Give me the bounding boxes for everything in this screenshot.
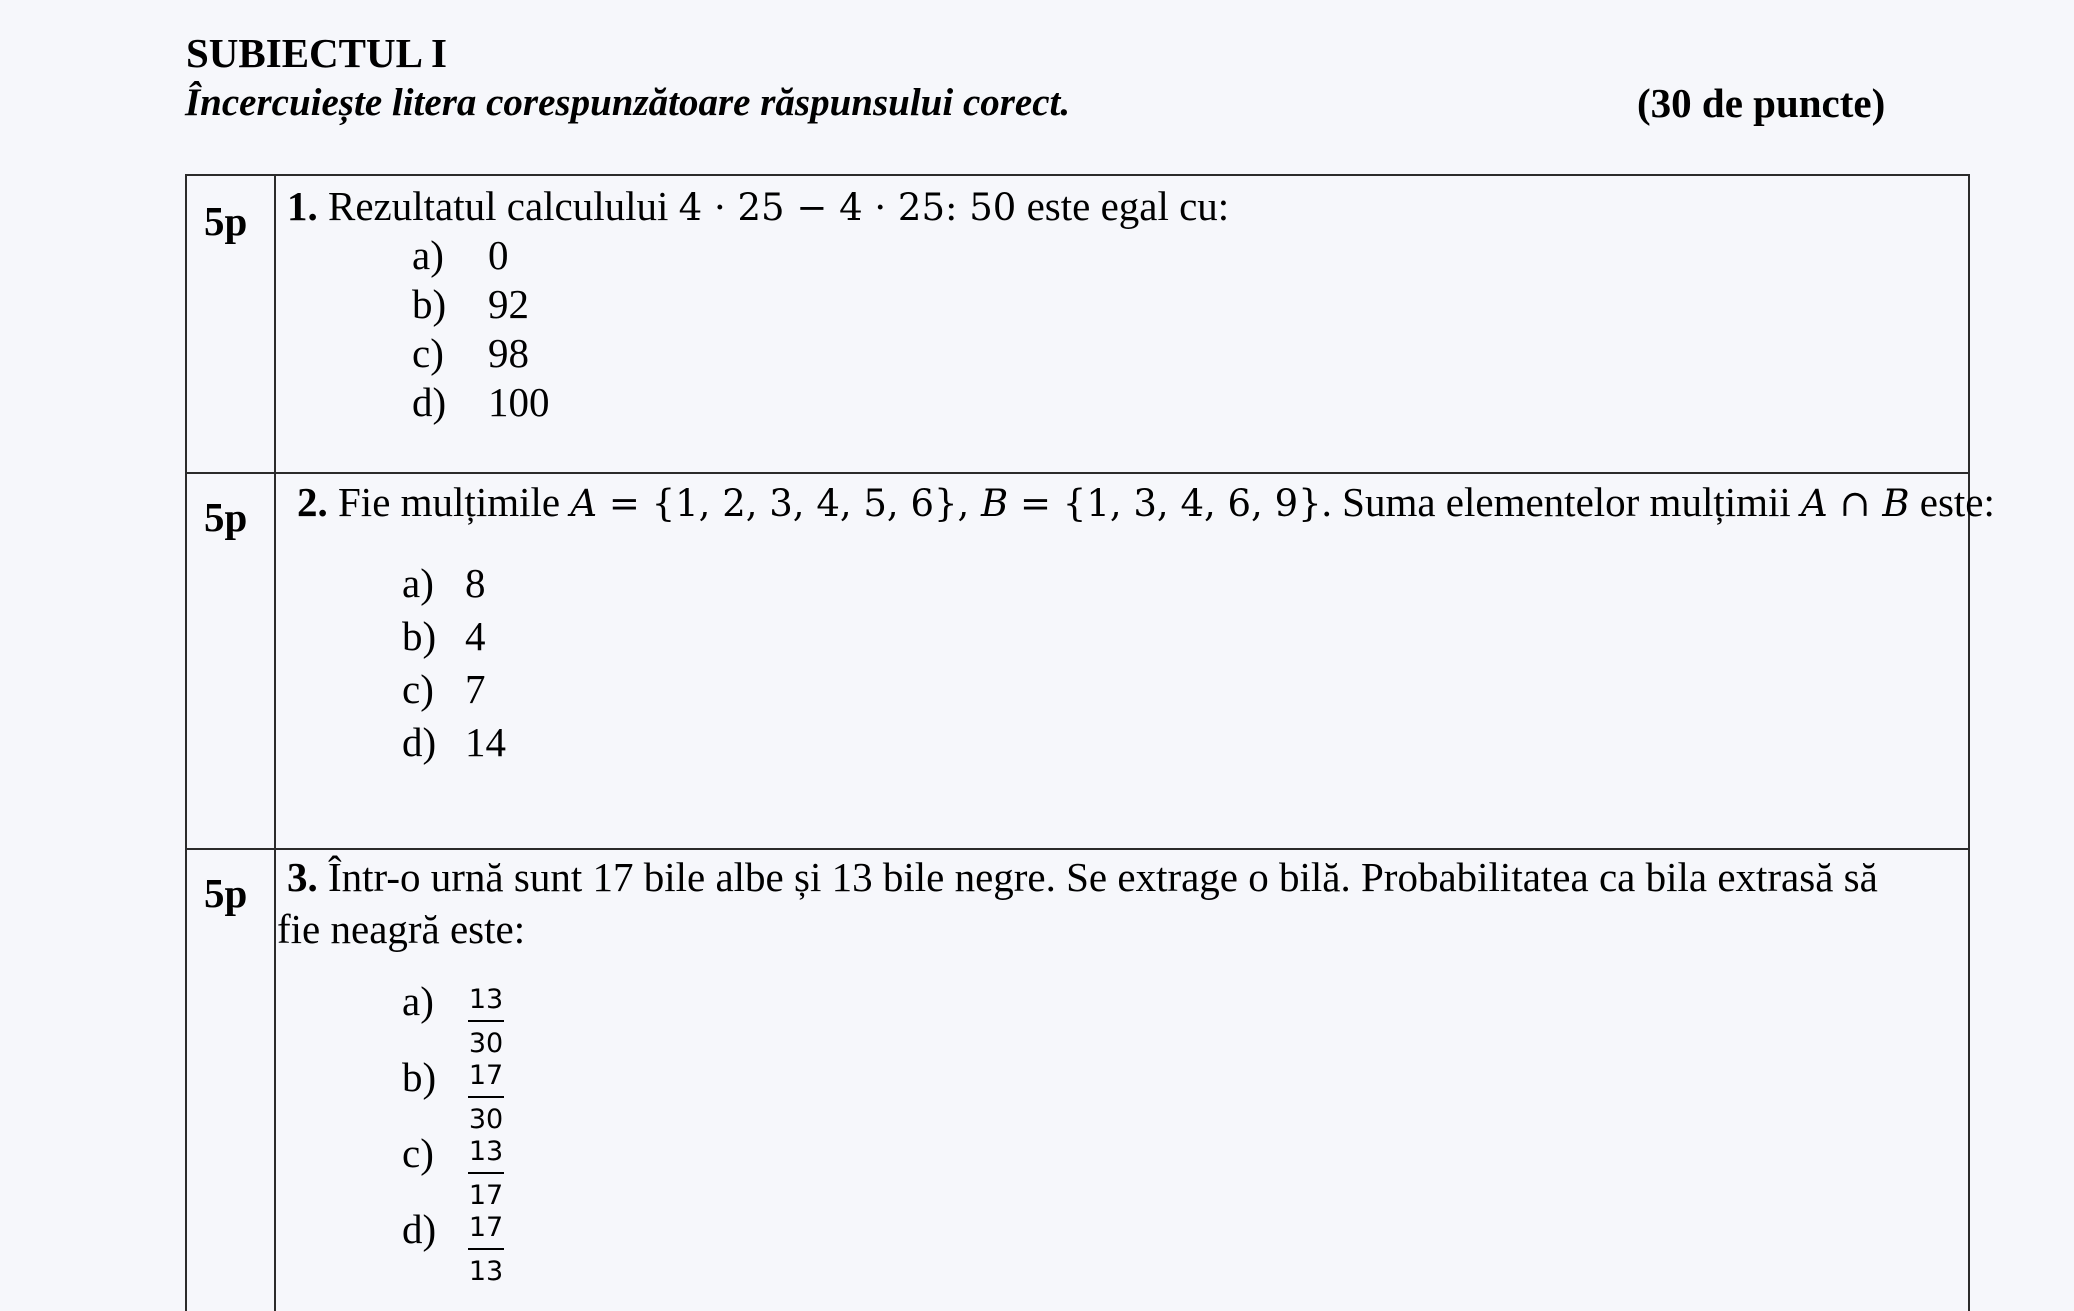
question-1-expression: 4 · 25 − 4 · 25: 50 [678,186,1017,229]
option-value: 8 [465,560,486,606]
question-1-option-d[interactable] [412,377,550,427]
option-value: 4 [465,613,486,659]
question-2-text-mid: . Suma elementelor mulțimii [1321,479,1791,525]
questions-table [185,174,1995,1311]
question-2-text-before: Fie mulțimile [338,479,561,525]
question-1-text-before: Rezultatul calculului [328,183,669,229]
set-b-name: B [981,482,1009,525]
fraction-numerator: 13 [468,1136,504,1167]
question-1-option-c[interactable] [412,328,529,378]
question-2-sets [570,482,1321,525]
question-1-text [287,181,1229,233]
option-label: d) [402,1206,437,1252]
fraction-bar [468,1020,504,1022]
option-label: b) [402,1054,437,1100]
option-value: 7 [465,666,486,712]
question-1-number: 1. [287,183,318,229]
question-2-option-a[interactable] [402,558,486,608]
option-label: c) [402,666,434,712]
question-3-text-line2: fie neagră este: [277,906,526,952]
option-label: b) [402,613,437,659]
option-label: d) [412,379,447,425]
question-3-number: 3. [287,854,318,900]
row-divider-1 [187,472,1968,474]
question-2-number: 2. [297,479,328,525]
fraction-numerator: 17 [468,1060,504,1091]
fraction-bar [468,1248,504,1250]
question-3-text: Într-o urnă sunt 17 bile albe și 13 bile negre. Se extrage o bilă. Probabilitatea ca bila extrasă să [328,854,1878,900]
set-a: = {1, 2, 3, 4, 5, 6}, [597,482,982,525]
option-label: c) [402,1130,434,1176]
set-a-name: A [570,482,598,525]
inter-a: A [1801,482,1828,525]
question-3-option-c-fraction [466,1136,506,1212]
fraction-bar [468,1172,504,1174]
option-value: 92 [488,281,529,327]
fraction-numerator: 13 [468,984,504,1015]
question-1-option-b[interactable] [412,279,529,329]
question-2-intersection [1801,482,1909,525]
fraction-denominator: 13 [468,1256,504,1287]
question-3-option-a-fraction [466,984,506,1060]
option-value: 98 [488,330,529,376]
question-2-points: 5p [204,494,248,540]
question-3-text-line1 [287,852,1878,902]
inter-b: B [1882,482,1910,525]
fraction-bar [468,1096,504,1098]
column-divider [274,176,276,1311]
row-divider-2 [187,848,1968,850]
question-3-points: 5p [204,870,248,916]
fraction-numerator: 17 [468,1212,504,1243]
question-1-option-a[interactable] [412,230,509,280]
option-label: a) [412,232,444,278]
question-3-option-d-fraction [466,1212,506,1288]
question-2-text [297,477,1995,529]
option-value: 14 [465,719,506,765]
inter-op: ∩ [1827,482,1883,525]
fraction-denominator: 17 [468,1180,504,1211]
option-label: c) [412,330,444,376]
option-label: d) [402,719,437,765]
set-b: = {1, 3, 4, 6, 9} [1008,482,1322,525]
question-1-text-after: este egal cu: [1026,183,1230,229]
option-value: 0 [488,232,509,278]
instruction-text: Încercuiește litera corespunzătoare răspunsului corect. [185,81,1071,124]
fraction-denominator: 30 [468,1028,504,1059]
option-label: a) [402,978,434,1024]
question-1-points: 5p [204,198,248,244]
fraction-denominator: 30 [468,1104,504,1135]
option-label: b) [412,281,447,327]
question-2-option-c[interactable] [402,664,486,714]
question-3-option-b-fraction [466,1060,506,1136]
section-title: SUBIECTUL I [186,30,447,76]
question-2-option-b[interactable] [402,611,486,661]
question-2-text-after: este: [1919,479,1995,525]
option-label: a) [402,560,434,606]
total-points: (30 de puncte) [1637,80,1886,126]
question-2-option-d[interactable] [402,717,506,767]
option-value: 100 [488,379,550,425]
